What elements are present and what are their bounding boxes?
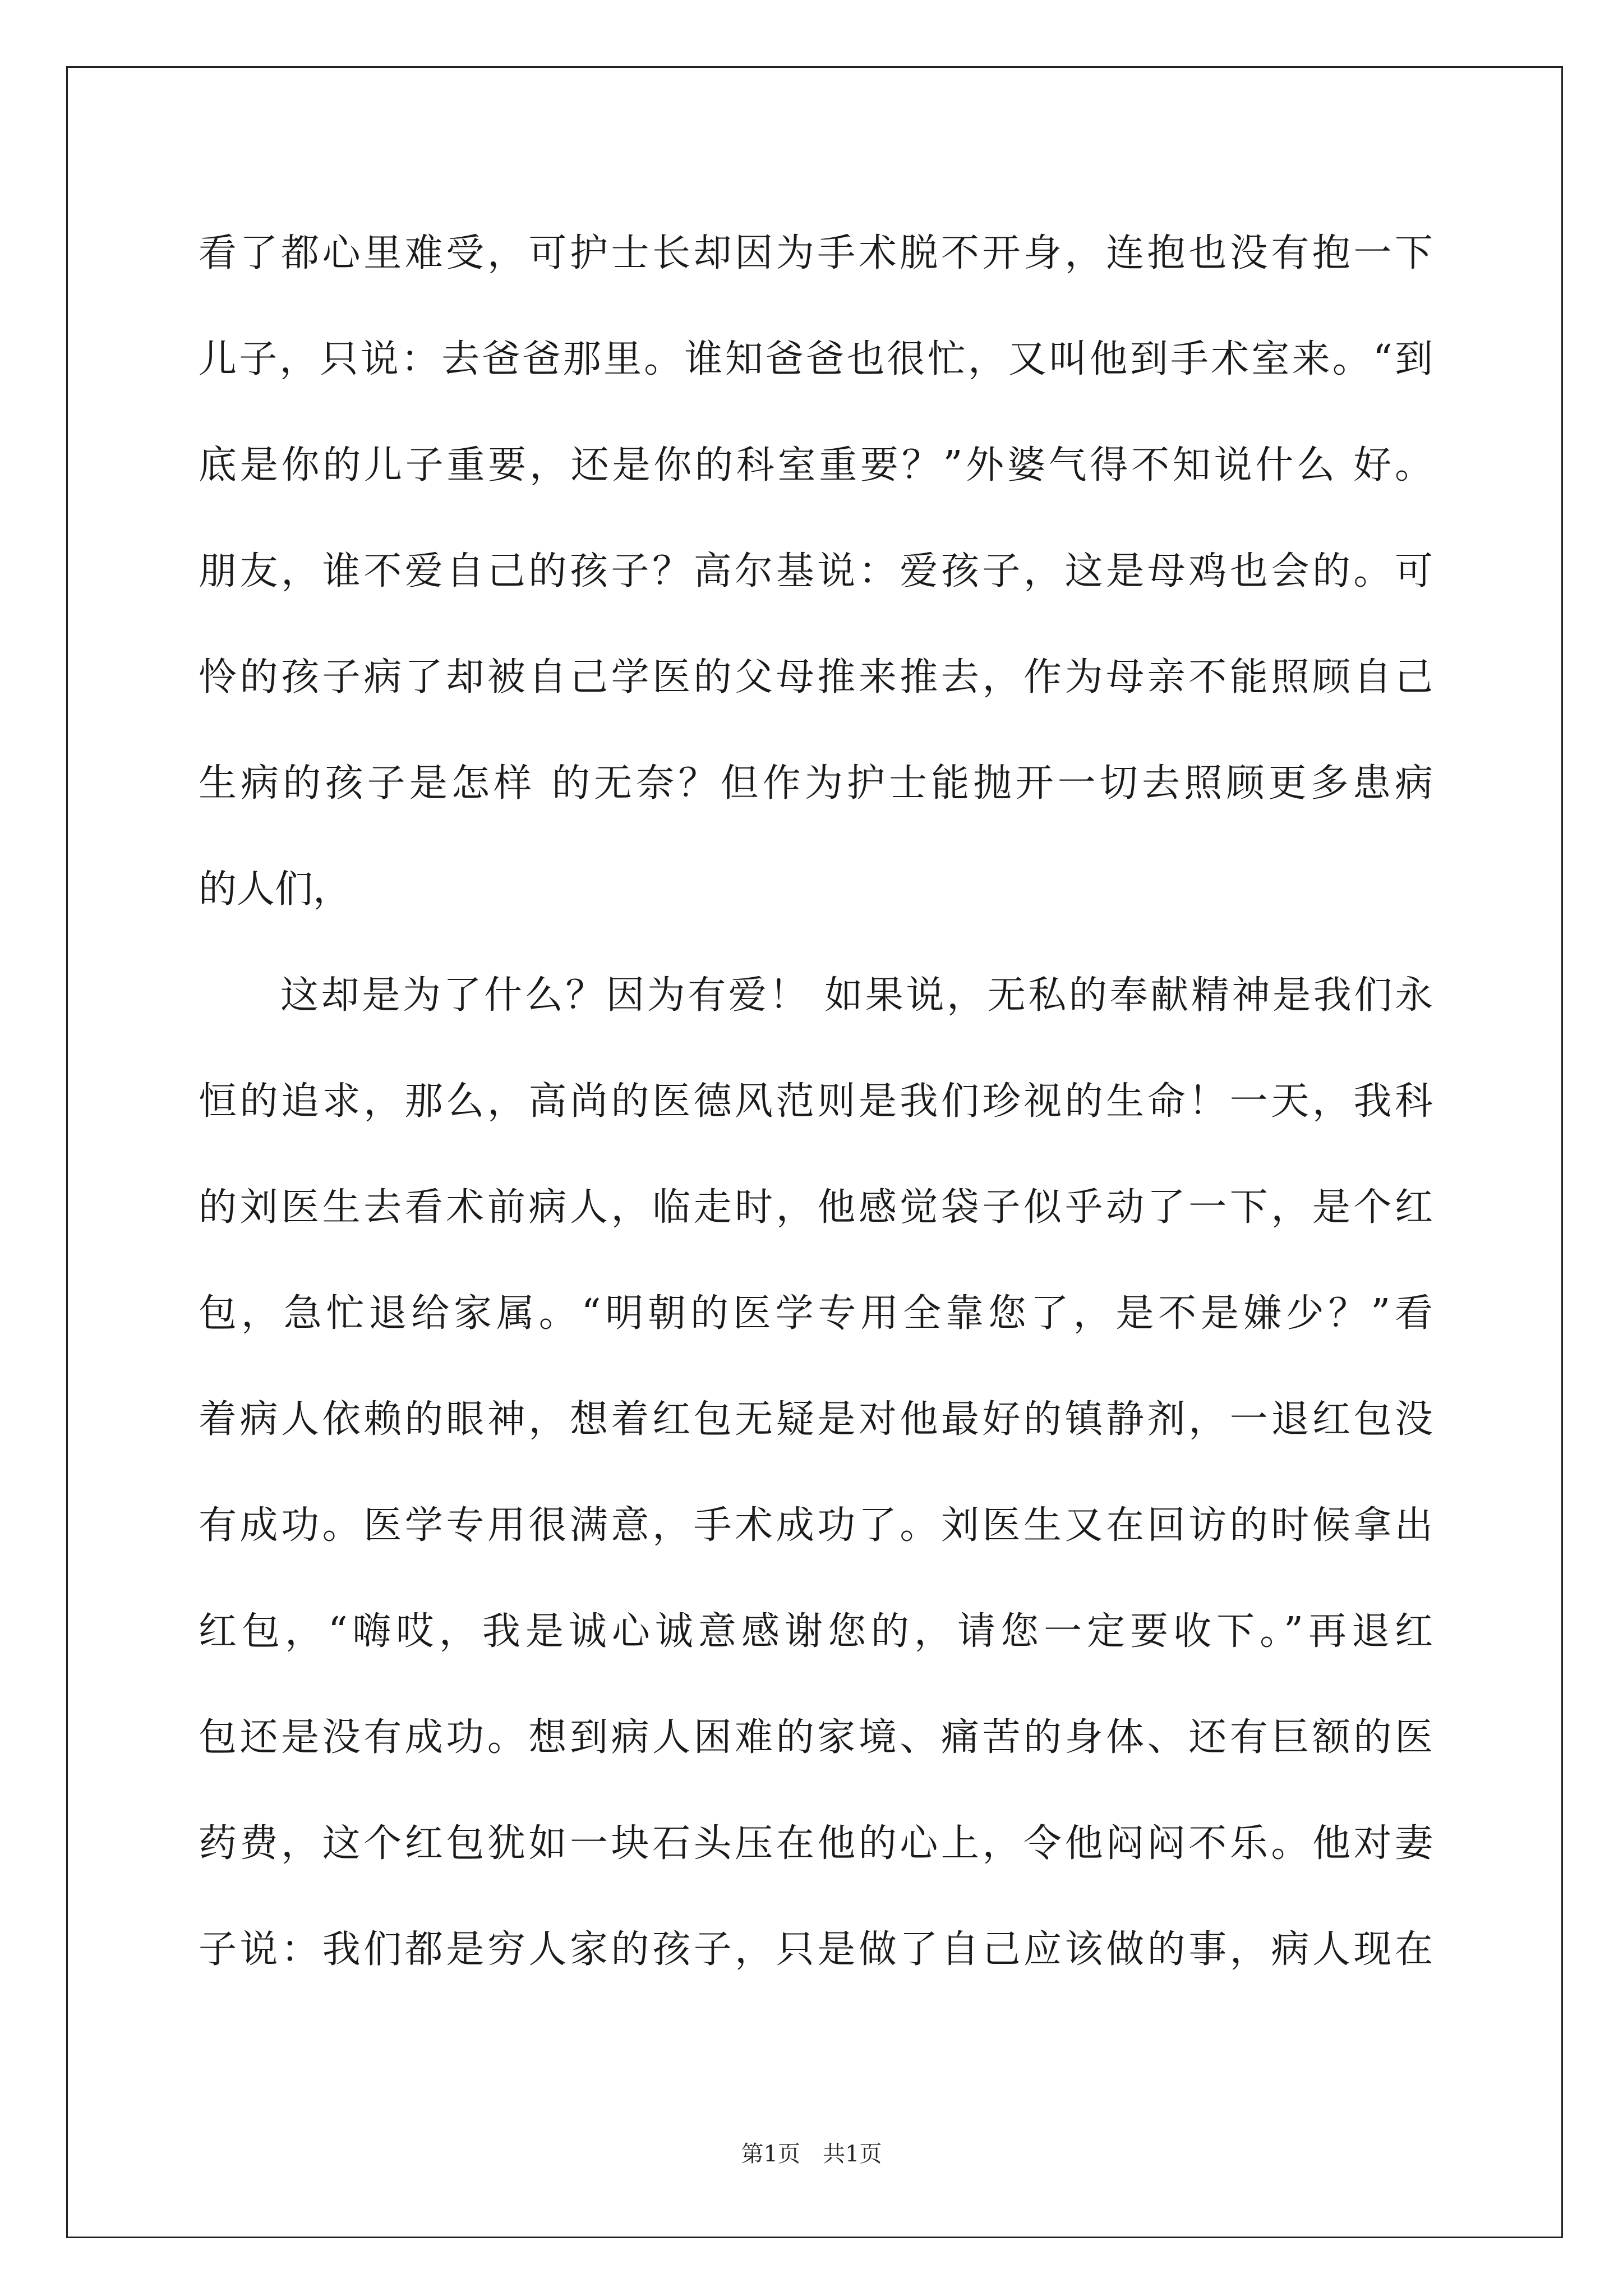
text-line: 子说：我们都是穷人家的孩子，只是做了自己应该做的事，病人现在 [199, 1927, 1433, 1972]
text-line: 着病人依赖的眼神，想着红包无疑是对他最好的镇静剂，一退红包没 [199, 1397, 1433, 1442]
text-line: 怜的孩子病了却被自己学医的父母推来推去，作为母亲不能照顾自己 [199, 655, 1433, 700]
text-line: 包还是没有成功。想到病人困难的家境、痛苦的身体、还有巨额的医 [199, 1715, 1433, 1760]
text-line: 朋友，谁不爱自己的孩子？高尔基说：爱孩子，这是母鸡也会的。可 [199, 549, 1433, 593]
text-line: 有成功。医学专用很满意，手术成功了。刘医生又在回访的时候拿出 [199, 1503, 1433, 1548]
text-line: 这却是为了什么？因为有爱！ 如果说，无私的奉献精神是我们永 [280, 973, 1433, 1018]
text-line: 的刘医生去看术前病人，临走时，他感觉袋子似乎动了一下，是个红 [199, 1185, 1433, 1230]
text-line: 恒的追求，那么，高尚的医德风范则是我们珍视的生命！一天，我科 [199, 1079, 1433, 1124]
text-line: 包，急忙退给家属。“明朝的医学专用全靠您了，是不是嫌少？”看 [199, 1291, 1433, 1336]
text-line: 儿子，只说：去爸爸那里。谁知爸爸也很忙，又叫他到手术室来。“到 [199, 337, 1433, 381]
page-number-footer: 第1页 共1页 [741, 2141, 882, 2167]
text-line: 红包，“嗨哎，我是诚心诚意感谢您的，请您一定要收下。”再退红 [199, 1609, 1433, 1654]
paragraph [199, 200, 1433, 942]
document-body [199, 200, 1433, 2003]
paragraph [199, 942, 1433, 2003]
text-line: 生病的孩子是怎样 的无奈？但作为护士能抛开一切去照顾更多患病 [199, 761, 1433, 806]
text-line: 药费，这个红包犹如一块石头压在他的心上，令他闷闷不乐。他对妻 [199, 1821, 1433, 1866]
text-line: 底是你的儿子重要，还是你的科室重要？”外婆气得不知说什么 好。 [199, 443, 1433, 487]
text-line: 的人们， [199, 867, 352, 912]
text-line: 看了都心里难受，可护士长却因为手术脱不开身，连抱也没有抱一下 [199, 231, 1433, 275]
